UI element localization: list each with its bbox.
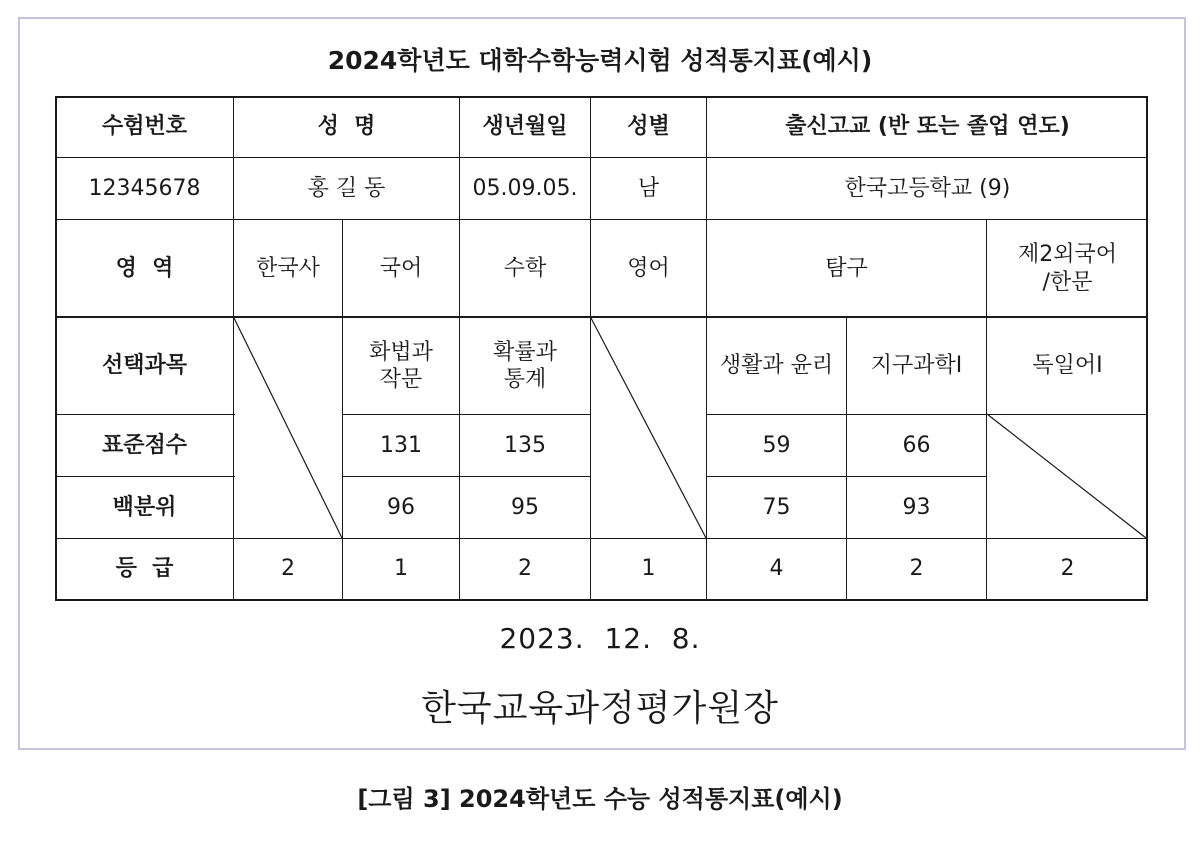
grade-korean: 1: [394, 556, 408, 582]
score-report-table: [55, 96, 1148, 601]
header-name: 성 명: [317, 114, 376, 140]
percentile-korean: 96: [387, 494, 415, 520]
subject-second-language: 독일어Ⅰ: [1032, 353, 1103, 379]
issuer-signature-line: 한국교육과정평가원장: [421, 688, 779, 729]
figure-caption: [그림 3] 2024학년도 수능 성적통지표(예시): [357, 785, 843, 813]
second-language-na-slash: [987, 414, 1146, 538]
standard-score-math: 135: [504, 432, 546, 458]
standard-score-inquiry-1: 59: [762, 432, 791, 458]
grade-second-language: 2: [1060, 556, 1075, 582]
student-exam-number: 12345678: [88, 176, 201, 202]
header-gender: 성별: [627, 114, 670, 140]
issue-date: 2023. 12. 8.: [499, 622, 701, 655]
grade-math: 2: [518, 556, 532, 582]
korean-history-na-slash: [234, 318, 342, 538]
subject-inquiry-2: 지구과학Ⅰ: [870, 353, 963, 379]
standard-score-label: 표준점수: [101, 432, 187, 458]
header-school: 출신고교 (반 또는 졸업 연도): [785, 114, 1070, 140]
student-birth-date: 05.09.05.: [472, 176, 578, 202]
grade-english: 1: [641, 556, 656, 582]
area-inquiry: 탐구: [825, 255, 868, 281]
grade-inquiry-2: 2: [909, 556, 924, 582]
subject-label: 선택과목: [101, 353, 187, 379]
grade-inquiry-1: 4: [769, 556, 784, 582]
percentile-inquiry-1: 75: [762, 494, 791, 520]
percentile-math: 95: [511, 494, 539, 520]
subject-korean: 화법과 작문: [369, 339, 433, 392]
standard-score-korean: 131: [380, 432, 422, 458]
student-name: 홍 길 동: [307, 176, 386, 202]
grade-label: 등 급: [115, 556, 174, 582]
student-gender: 남: [637, 176, 660, 202]
standard-score-inquiry-2: 66: [902, 432, 931, 458]
header-exam-number: 수험번호: [101, 114, 187, 140]
grade-korean-history: 2: [281, 556, 295, 582]
header-birth-date: 생년월일: [482, 114, 568, 140]
area-second-language: 제2외국어 /한문: [1017, 242, 1117, 295]
student-school: 한국고등학교 (9): [844, 176, 1011, 202]
area-korean-history: 한국사: [256, 255, 320, 281]
subject-math: 확률과 통계: [493, 339, 557, 392]
area-english: 영어: [627, 255, 670, 281]
percentile-inquiry-2: 93: [902, 494, 931, 520]
area-label: 영 역: [115, 255, 174, 281]
percentile-label: 백분위: [112, 494, 177, 520]
area-korean: 국어: [379, 255, 423, 281]
area-math: 수학: [503, 255, 547, 281]
page-title: 2024학년도 대학수학능력시험 성적통지표(예시): [327, 46, 873, 75]
english-na-slash: [591, 318, 706, 538]
subject-inquiry-1: 생활과 윤리: [719, 353, 834, 379]
